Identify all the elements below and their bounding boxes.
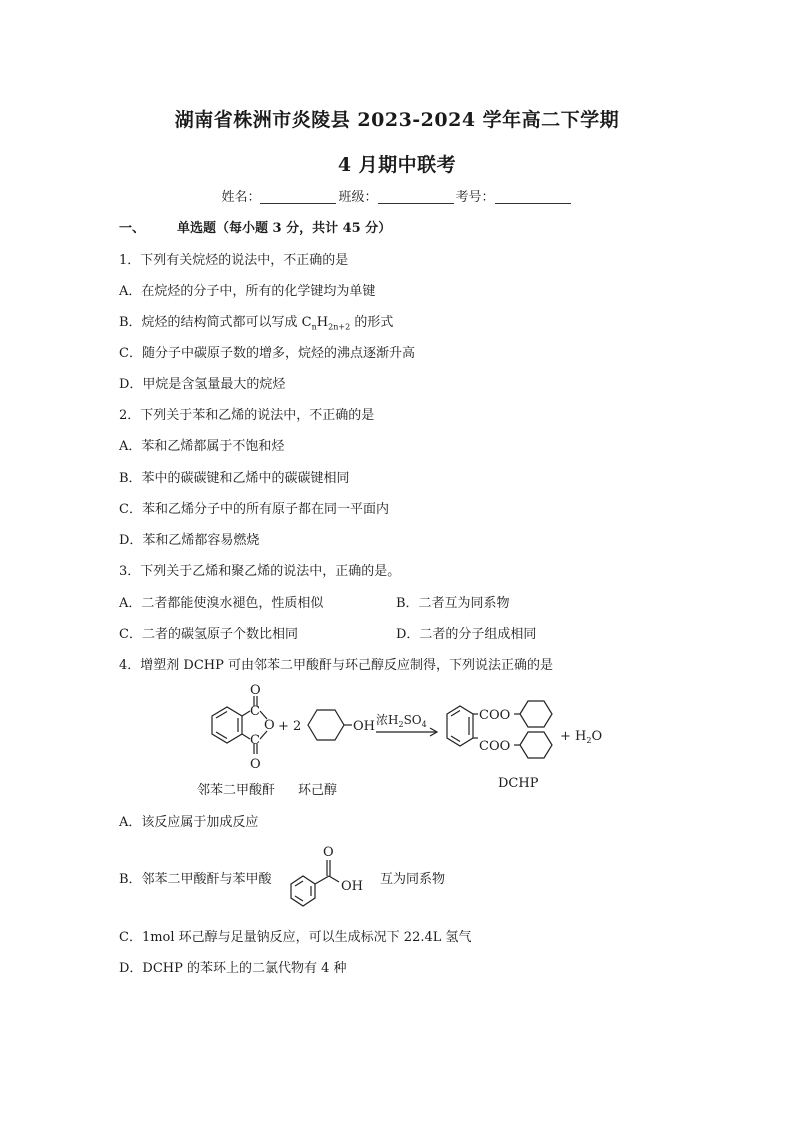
label-anhydride: 邻苯二甲酸酐 — [197, 783, 276, 798]
q4-option-d[interactable]: D．DCHP 的苯环上的二氯代物有 4 种 — [119, 961, 347, 976]
q2-option-d[interactable]: D．苯和乙烯都容易燃烧 — [119, 533, 260, 548]
q3-option-a[interactable]: A．二者都能使溴水褪色，性质相似 — [119, 596, 324, 611]
q1-option-c[interactable]: C．随分子中碳原子数的增多，烷烃的沸点逐渐升高 — [119, 346, 415, 361]
cyclohexanol-ring — [308, 710, 344, 740]
q2-option-c[interactable]: C．苯和乙烯分子中的所有原子都在同一平面内 — [119, 502, 389, 517]
q3-option-c[interactable]: C．二者的碳氢原子个数比相同 — [119, 627, 298, 642]
product-cyclohexyl-ring-1 — [520, 701, 552, 727]
label-dchp: DCHP — [498, 776, 539, 791]
anhydride-o-top: O — [250, 683, 261, 698]
q2-stem: 2．下列关于苯和乙烯的说法中，不正确的是 — [119, 408, 375, 423]
q1-option-a[interactable]: A．在烷烃的分子中，所有的化学键均为单键 — [119, 284, 376, 299]
anhydride-ring-o: O — [264, 718, 275, 733]
q4-option-c[interactable]: C．1mol 环己醇与足量钠反应，可以生成标况下 22.4L 氢气 — [119, 930, 472, 945]
q3-stem: 3．下列关于乙烯和聚乙烯的说法中，正确的是。 — [119, 564, 401, 579]
name-label: 姓名： — [221, 190, 261, 205]
cyclohexanol-oh: OH — [353, 719, 375, 734]
benzoic-o: O — [323, 845, 334, 860]
anhydride-o-bottom: O — [250, 757, 261, 772]
section-number: 一、 — [119, 221, 146, 236]
benzoic-acid-structure — [283, 840, 378, 912]
exam-no-field[interactable] — [495, 189, 571, 204]
water-product: + $H_2O$ — [560, 729, 603, 745]
section-heading — [119, 217, 391, 236]
reaction-reagent: 浓$H_2SO_4$ — [376, 713, 427, 729]
class-field[interactable] — [378, 189, 454, 204]
q2-option-b[interactable]: B．苯中的碳碳键和乙烯中的碳碳键相同 — [119, 471, 350, 486]
q3-option-d[interactable]: D．二者的分子组成相同 — [396, 627, 537, 642]
q1-option-d[interactable]: D．甲烷是含氢量最大的烷烃 — [119, 377, 286, 392]
label-cyclohexanol: 环己醇 — [298, 783, 338, 798]
q4-stem: 4．增塑剂 DCHP 可由邻苯二甲酸酐与环己醇反应制得，下列说法正确的是 — [119, 658, 553, 673]
page-title: 湖南省株洲市炎陵县 2023-2024 学年高二下学期 — [174, 109, 620, 131]
q2-option-a[interactable]: A．苯和乙烯都属于不饱和烃 — [119, 439, 285, 454]
product-coo-top: COO — [479, 708, 511, 723]
anhydride-c-bottom: C — [250, 733, 260, 748]
exam-no-label: 考号： — [455, 190, 495, 205]
q1-b-pre: B．烷烃的结构简式都可以写成 C — [119, 315, 312, 330]
section-label: 单选题（每小题 3 分，共计 45 分） — [177, 221, 392, 236]
page-subtitle: 4 月期中联考 — [337, 154, 457, 176]
product-cyclohexyl-ring-2 — [520, 732, 552, 758]
anhydride-c-top: C — [250, 704, 260, 719]
q4-option-b-pre[interactable]: B．邻苯二甲酸酐与苯甲酸 — [119, 872, 272, 887]
name-field[interactable] — [260, 189, 336, 204]
q3-option-b[interactable]: B．二者互为同系物 — [396, 596, 510, 611]
student-info — [0, 186, 794, 205]
q4-option-a[interactable]: A．该反应属于加成反应 — [119, 815, 259, 830]
reaction-coefficient: + 2 — [278, 719, 302, 734]
q1-b-mid: H — [316, 315, 329, 330]
q1-b-sub2: 2n+2 — [328, 322, 351, 332]
q1-option-b[interactable] — [119, 311, 393, 332]
q1-stem: 1．下列有关烷烃的说法中，不正确的是 — [119, 253, 349, 268]
class-label: 班级： — [338, 190, 378, 205]
benzoic-oh: OH — [341, 879, 363, 894]
q1-b-post: 的形式 — [350, 315, 394, 330]
q4-option-b-post[interactable]: 互为同系物 — [380, 872, 446, 887]
q1-b-sub1: n — [311, 322, 317, 332]
product-coo-bottom: COO — [479, 739, 511, 754]
